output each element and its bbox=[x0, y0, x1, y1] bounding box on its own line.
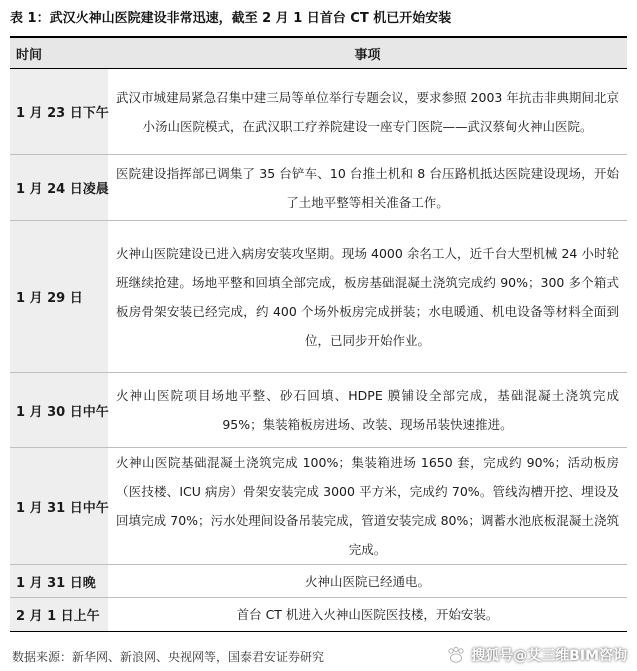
row-event: 医院建设指挥部已调集了 35 台铲车、10 台推土机和 8 台压路机抵达医院建设现场，开始了土地平整等相关准备工作。 bbox=[108, 155, 627, 221]
watermark-text: 搜狐号@艾三维BIM咨询 bbox=[471, 648, 627, 664]
table-caption: 表 1：武汉火神山医院建设非常迅速，截至 2 月 1 日首台 CT 机已开始安装 bbox=[10, 11, 452, 26]
row-event: 武汉市城建局紧急召集中建三局等单位举行专题会议，要求参照 2003 年抗击非典期间北京小汤山医院模式，在武汉职工疗养院建设一座专门医院——武汉蔡甸火神山医院。 bbox=[108, 69, 627, 155]
source-note: 数据来源：新华网、新浪网、央视网等，国泰君安证券研究 bbox=[12, 650, 325, 664]
row-event: 火神山医院基础混凝土浇筑完成 100%；集装箱进场 1650 套，完成约 90%；活动板房（医技楼、ICU 病房）骨架安装完成 3000 平方米，完成约 70%。管线沟槽开挖、埋设及回填完成 70%；污水处理间设备吊装完成，管道安装完成 80%；调蓄水池底板混凝土浇筑完成。 bbox=[108, 448, 627, 565]
header-time: 时间 bbox=[10, 37, 108, 69]
row-event: 火神山医院建设已进入病房安装攻坚期。现场 4000 余名工人，近千台大型机械 24 小时轮班继续抢建。场地平整和回填全部完成，板房基础混凝土浇筑完成约 90%；300 多个箱式板房骨架安装已经完成，约 400 个场外板房完成拼装；水电暖通、机电设备等材料全面到位，已同步开始作业。 bbox=[108, 221, 627, 373]
table-row bbox=[10, 565, 627, 598]
row-event: 火神山医院已经通电。 bbox=[108, 565, 627, 598]
watermark bbox=[447, 645, 627, 665]
table-row bbox=[10, 373, 627, 448]
row-time: 1 月 30 日中午 bbox=[10, 373, 108, 448]
row-time: 1 月 29 日 bbox=[10, 221, 108, 373]
row-time: 1 月 31 日晚 bbox=[10, 565, 108, 598]
table-row bbox=[10, 448, 627, 565]
row-time: 1 月 31 日中午 bbox=[10, 448, 108, 565]
header-event: 事项 bbox=[108, 37, 627, 69]
timeline-table bbox=[10, 36, 627, 632]
row-time: 2 月 1 日上午 bbox=[10, 598, 108, 632]
row-time: 1 月 23 日下午 bbox=[10, 69, 108, 155]
row-event: 火神山医院项目场地平整、砂石回填、HDPE 膜铺设全部完成，基础混凝土浇筑完成 95%；集装箱板房进场、改装、现场吊装快速推进。 bbox=[108, 373, 627, 448]
table-row bbox=[10, 69, 627, 155]
table-header-row bbox=[10, 37, 627, 69]
fox-paw-icon bbox=[447, 647, 465, 663]
row-time: 1 月 24 日凌晨 bbox=[10, 155, 108, 221]
row-event: 首台 CT 机进入火神山医院医技楼，开始安装。 bbox=[108, 598, 627, 632]
table-row bbox=[10, 598, 627, 632]
table-row bbox=[10, 155, 627, 221]
table-row bbox=[10, 221, 627, 373]
